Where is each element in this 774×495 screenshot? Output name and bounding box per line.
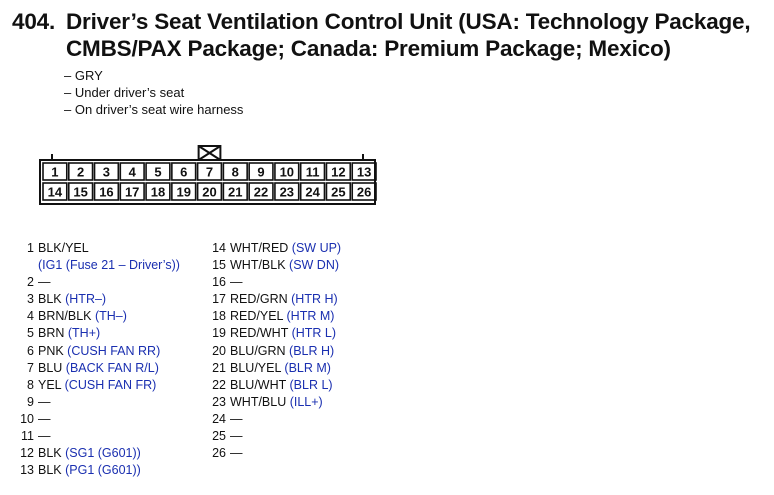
pin-row-14 <box>210 240 341 257</box>
wire-color: — <box>230 411 243 426</box>
pin-row-25 <box>210 428 341 445</box>
pin-number-13: 13 <box>356 164 372 180</box>
pin-row-17 <box>210 291 341 308</box>
pin-number-21: 21 <box>228 184 243 200</box>
pin-number-7: 7 <box>205 164 214 180</box>
pin-number: 8 <box>27 377 34 392</box>
pin-number-26: 26 <box>356 184 372 200</box>
pin-row-6 <box>20 343 180 360</box>
signal-name: (SG1 (G601)) <box>61 446 141 461</box>
pin-number: 12 <box>20 446 34 461</box>
pin-number-14: 14 <box>47 184 63 200</box>
signal-name: (SW UP) <box>288 241 342 255</box>
pin-number: 1 <box>27 241 34 255</box>
pin-number: 22 <box>212 377 226 392</box>
signal-name: (PG1 (G601)) <box>61 463 141 478</box>
pin-row-1 <box>20 240 180 257</box>
signal-name-continued: (IG1 (Fuse 21 – Driver’s)) <box>38 258 180 273</box>
pin-number-3: 3 <box>102 164 111 180</box>
pin-row-4 <box>20 308 180 325</box>
pin-number: 13 <box>20 463 34 478</box>
wire-color: YEL <box>38 377 62 392</box>
wire-color: — <box>38 394 51 409</box>
pin-number: 18 <box>212 309 226 324</box>
wire-color: RED/WHT <box>230 326 289 341</box>
note-harness: – On driver’s seat wire harness <box>64 102 244 117</box>
pin-number: 5 <box>27 326 34 341</box>
wire-color: — <box>230 446 243 461</box>
pin-number-25: 25 <box>331 184 346 200</box>
pin-number: 21 <box>212 360 226 375</box>
pin-number-2: 2 <box>77 164 85 180</box>
signal-name: (TH+) <box>64 326 101 341</box>
pin-row-2 <box>20 274 180 291</box>
pin-list-right <box>210 240 341 462</box>
title-line-2: CMBS/PAX Package; Canada: Premium Package; Mexico) <box>66 36 671 61</box>
pin-number: 14 <box>212 241 226 255</box>
pin-number-20: 20 <box>202 184 217 200</box>
pin-row-24 <box>210 411 341 428</box>
pin-row-21 <box>210 360 341 377</box>
wire-color: BLK/YEL <box>38 241 89 255</box>
wire-color: WHT/BLU <box>230 394 287 409</box>
signal-name: (BLR L) <box>286 377 333 392</box>
pin-number-4: 4 <box>128 164 136 180</box>
connector-diagram <box>38 144 383 206</box>
signal-name: (BLR M) <box>280 360 331 375</box>
pin-number: 25 <box>212 429 226 444</box>
pin-number: 7 <box>27 360 34 375</box>
pin-number: 17 <box>212 292 226 307</box>
pin-number-23: 23 <box>279 184 295 200</box>
wire-color: BRN/BLK <box>38 309 92 324</box>
pin-number-22: 22 <box>253 184 269 200</box>
signal-name: (ILL+) <box>286 394 323 409</box>
pin-row-12 <box>20 445 180 462</box>
wire-color: BLK <box>38 446 62 461</box>
pin-number: 11 <box>21 429 34 444</box>
signal-name: (BACK FAN R/L) <box>62 360 159 375</box>
pin-number: 6 <box>27 343 34 358</box>
pin-row-3 <box>20 291 180 308</box>
pin-number: 10 <box>20 411 34 426</box>
pin-row-5 <box>20 325 180 342</box>
wire-color: WHT/BLK <box>230 258 286 273</box>
pin-number-1: 1 <box>51 164 59 180</box>
pin-number: 4 <box>27 309 34 324</box>
pin-number-24: 24 <box>305 184 320 200</box>
note-location: – Under driver’s seat <box>64 85 185 100</box>
section-number: 404. <box>12 9 55 34</box>
page-title <box>12 8 772 62</box>
pin-number: 16 <box>212 275 226 290</box>
pin-number: 2 <box>27 275 34 290</box>
signal-name: (HTR H) <box>287 292 338 307</box>
wire-color: — <box>38 275 51 290</box>
pin-number-6: 6 <box>180 164 188 180</box>
pin-row-20 <box>210 343 341 360</box>
pin-row-19 <box>210 325 341 342</box>
pin-row-15 <box>210 257 341 274</box>
pin-number-18: 18 <box>150 184 166 200</box>
wire-color: BLU/GRN <box>230 343 286 358</box>
wire-color: WHT/RED <box>230 241 289 255</box>
wire-color: — <box>230 429 243 444</box>
pin-number: 19 <box>212 326 226 341</box>
pin-number-12: 12 <box>331 164 346 180</box>
pin-number: 15 <box>212 258 226 273</box>
pin-row-11 <box>20 428 180 445</box>
pin-number-9: 9 <box>257 164 265 180</box>
pin-row-7 <box>20 360 180 377</box>
signal-name: (HTR L) <box>288 326 337 341</box>
pin-number-8: 8 <box>231 164 239 180</box>
wire-color: RED/GRN <box>230 292 288 307</box>
connector-notes <box>64 67 243 118</box>
signal-name: (SW DN) <box>285 258 340 273</box>
pin-row-8 <box>20 377 180 394</box>
note-color: – GRY <box>64 68 103 83</box>
pin-number-10: 10 <box>279 164 295 180</box>
pin-row-18 <box>210 308 341 325</box>
wire-color: BLU <box>38 360 63 375</box>
wire-color: — <box>230 275 243 290</box>
signal-name: (CUSH FAN RR) <box>63 343 161 358</box>
pin-number-19: 19 <box>176 184 191 200</box>
pin-row-9 <box>20 394 180 411</box>
wire-color: BLU/YEL <box>230 360 281 375</box>
wire-color: — <box>38 429 51 444</box>
pin-number-17: 17 <box>124 184 140 200</box>
pin-row-22 <box>210 377 341 394</box>
signal-name: (HTR–) <box>61 292 107 307</box>
wire-color: BRN <box>38 326 65 341</box>
wire-color: BLK <box>38 292 62 307</box>
pin-number-5: 5 <box>154 164 162 180</box>
pin-row-13 <box>20 462 180 479</box>
signal-name: (HTR M) <box>283 309 335 324</box>
pin-row-16 <box>210 274 341 291</box>
signal-name: (TH–) <box>91 309 127 324</box>
pin-number: 9 <box>27 394 34 409</box>
signal-name: (CUSH FAN FR) <box>61 377 157 392</box>
pin-number: 24 <box>212 411 226 426</box>
pin-number: 20 <box>212 343 226 358</box>
signal-name: (BLR H) <box>285 343 335 358</box>
pin-row-23 <box>210 394 341 411</box>
pin-number-16: 16 <box>99 184 114 200</box>
wire-color: — <box>38 411 51 426</box>
wire-color: BLU/WHT <box>230 377 287 392</box>
pin-number: 26 <box>212 446 226 461</box>
pin-number-15: 15 <box>73 184 88 200</box>
pin-number: 3 <box>27 292 34 307</box>
pin-list-left <box>20 240 180 479</box>
wire-color: PNK <box>38 343 64 358</box>
pin-row-10 <box>20 411 180 428</box>
title-line-1: Driver’s Seat Ventilation Control Unit (USA: Technology Package, <box>66 9 751 34</box>
wire-color: BLK <box>38 463 62 478</box>
pin-row-26 <box>210 445 341 462</box>
pin-number: 23 <box>212 394 226 409</box>
wire-color: RED/YEL <box>230 309 284 324</box>
pin-number-11: 11 <box>305 164 320 180</box>
